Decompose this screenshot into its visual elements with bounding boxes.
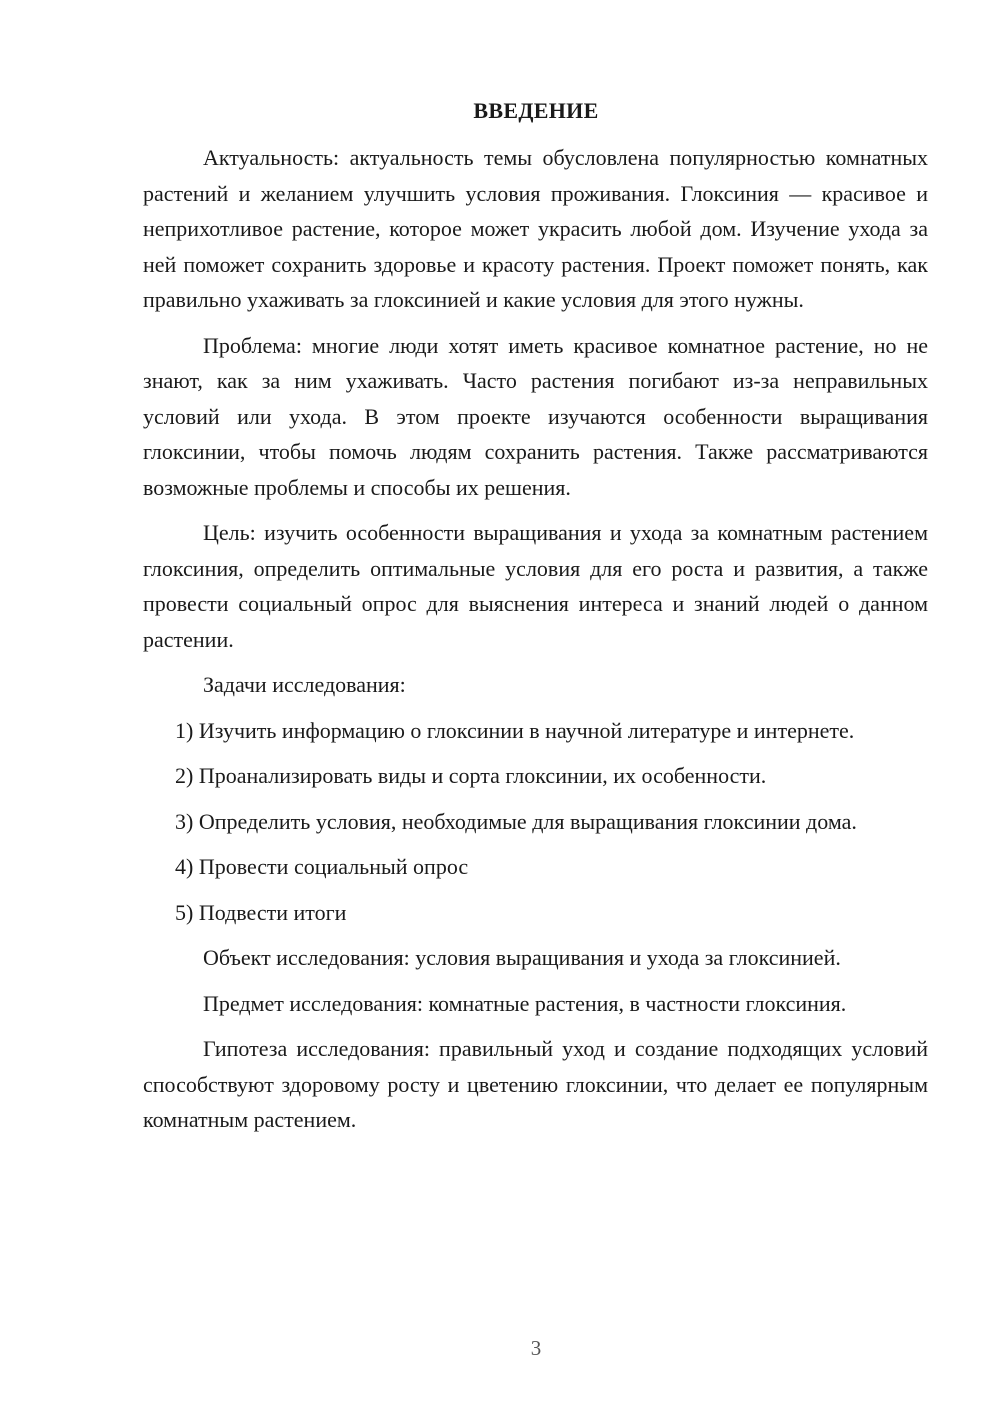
task-item-5: 5) Подвести итоги [175, 899, 347, 925]
paragraph-relevance: Актуальность: актуальность темы обусловлена популярностью комнатных растений и желанием улучшить условия проживания. Глоксиния — красивое и неприхотливое растение, которое может украсить любой дом. Изучение ухода за ней поможет сохранить здоровье и красоту растения. Проект поможет понять, как правильно ухаживать за глоксинией и какие условия для этого нужны. [143, 145, 928, 312]
task-item-3: 3) Определить условия, необходимые для выращивания глоксинии дома. [175, 808, 857, 834]
paragraph-tasks-heading: Задачи исследования: [203, 672, 406, 697]
task-item-4: 4) Провести социальный опрос [175, 854, 469, 879]
page-number: 3 [530, 1336, 542, 1360]
task-item-1: 1) Изучить информацию о глоксинии в научной литературе и интернете. [175, 717, 855, 743]
paragraph-goal: Цель: изучить особенности выращивания и ухода за комнатным растением глоксиния, определить оптимальные условия для его роста и развития, а также провести социальный опрос для выяснения интереса и знаний людей о данном растении. [143, 520, 928, 652]
paragraph-problem: Проблема: многие люди хотят иметь красивое комнатное растение, но не знают, как за ним ухаживать. Часто растения погибают из-за неправильных условий или ухода. В этом проекте изучаются особенности выращивания глоксинии, чтобы помочь людям сохранить растения. Также рассматриваются возможные проблемы и способы их решения. [143, 332, 928, 500]
paragraph-object: Объект исследования: условия выращивания и ухода за глоксинией. [203, 945, 841, 970]
page-title: ВВЕДЕНИЕ [473, 98, 599, 123]
task-item-2: 2) Проанализировать виды и сорта глоксинии, их особенности. [175, 763, 767, 788]
paragraph-subject: Предмет исследования: комнатные растения, в частности глоксиния. [203, 990, 847, 1016]
document-body [143, 140, 928, 1148]
paragraph-hypothesis: Гипотеза исследования: правильный уход и создание подходящих условий способствуют здоровому росту и цветению глоксинии, что делает ее популярным комнатным растением. [143, 1036, 928, 1132]
